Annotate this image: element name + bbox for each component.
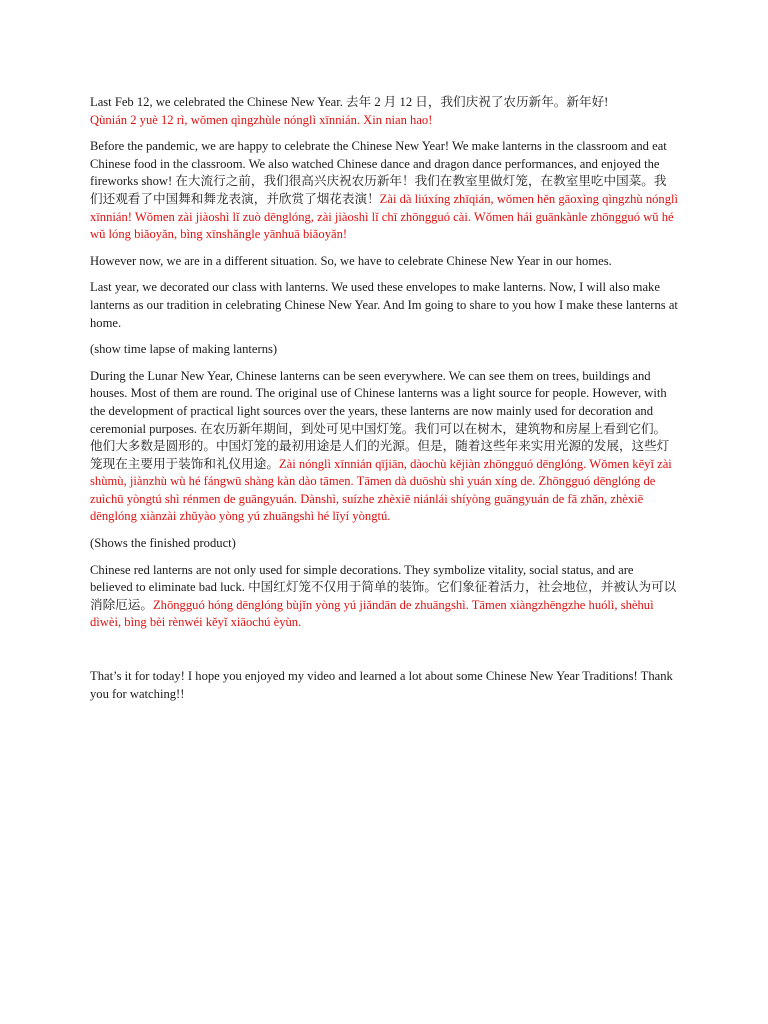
paragraph-text: However now, we are in a different situation. So, we have to celebrate Chinese New Year in our homes. [90,253,612,268]
paragraph-celebration-date [90,94,678,129]
paragraph-text: Before the pandemic, we are happy to celebrate the Chinese New Year! We make lanterns in the classroom and eat Chinese food in the classroom. We also watched Chinese dance and dragon dance performances, and enjoyed the fireworks show! 在大流行之前，我们很高兴庆祝农历新年！我们在教室里做灯笼，在教室里吃中国菜。我们还观看了中国舞和舞龙表演，并欣赏了烟花表演！ [90,139,667,206]
paragraph-before-pandemic [90,138,678,244]
paragraph-red-lanterns-meaning [90,562,678,632]
paragraph-text: Last year, we decorated our class with lanterns. We used these envelopes to make lanterns. Now, I will also make lanterns as our tradition in celebrating Chinese New Year. And Im going to share to you how I make these lanterns at home. [90,280,678,330]
paragraph-closing [90,668,678,703]
paragraph-text: During the Lunar New Year, Chinese lanterns can be seen everywhere. We can see them on trees, buildings and houses. Most of them are round. The original use of Chinese lanterns was a light source for people. However, with the development of practical light sources over the years, these lanterns are now mainly used for decoration and ceremonial purposes. 在农历新年期间，到处可见中国灯笼。我们可以在树木，建筑物和房屋上看到它们。他们大多数是圆形的。中国灯笼的最初用途是人们的光源。但是，随着这些年来实用光源的发展，这些灯笼现在主要用于装饰和礼仪用途。 [90,368,670,471]
blank-spacer [90,641,678,668]
paragraph-text: Last Feb 12, we celebrated the Chinese New Year. 去年 2 月 12 日，我们庆祝了农历新年。新年好! [90,95,609,109]
paragraph-text: That’s it for today! I hope you enjoyed my video and learned a lot about some Chinese New Year Traditions! Thank you for watching!! [90,669,673,701]
paragraph-time-lapse-note [90,341,678,359]
paragraph-last-year-lanterns [90,279,678,332]
paragraph-finished-product-note [90,535,678,553]
document-page [90,94,678,712]
paragraph-text: Chinese red lanterns are not only used for simple decorations. They symbolize vitality, social status, and are believed to eliminate bad luck. 中国红灯笼不仅用于简单的装饰。它们象征着活力，社会地位，并被认为可以消除厄运。 [90,562,677,612]
pinyin-text: Zài nónglì xīnnián qījiān, dàochù kějiàn zhōngguó dēnglóng. Wǒmen kěyǐ zài shùmù, jiànzhù wù hé fángwū shàng kàn dào tāmen. Tāmen dà duōshù shì yuán xíng de. Zhōngguó dēnglóng de zuìchū yòngtú shì rénmen de guāngyuán. Dànshì, suízhe zhèxiē niánlái shíyòng guāngyuán de fā zhǎn, zhèxiē dēnglóng xiànzài zhǔyào yòng yú zhuāngshì hé lǐyí yòngtú. [90,456,672,524]
paragraph-different-situation [90,253,678,271]
paragraph-text: (Shows the finished product) [90,536,236,551]
pinyin-text: Zài dà liúxíng zhīqián, wǒmen hěn gāoxìng qìngzhù nónglì xīnnián! Wǒmen zài jiàoshì lǐ zuò dēnglóng, zài jiàoshì lǐ chī zhōngguó cài. Wǒmen hái guānkànle zhōngguó wǔ hé wǔ lóng biǎoyǎn, bìng xīnshǎngle yānhuā biǎoyǎn! [90,191,679,242]
paragraph-text: (show time lapse of making lanterns) [90,342,278,357]
pinyin-text: Zhōngguó hóng dēnglóng bùjǐn yòng yú jiǎndān de zhuāngshì. Tāmen xiàngzhēngzhe huólì, shèhuì dìwèi, bìng bèi rènwéi kěyǐ xiāochú èyùn. [90,597,654,630]
pinyin-text: Qùnián 2 yuè 12 rì, wǒmen qìngzhùle nónglì xīnnián. Xin nian hao! [90,112,433,127]
paragraph-lunar-new-year-lanterns [90,368,678,526]
